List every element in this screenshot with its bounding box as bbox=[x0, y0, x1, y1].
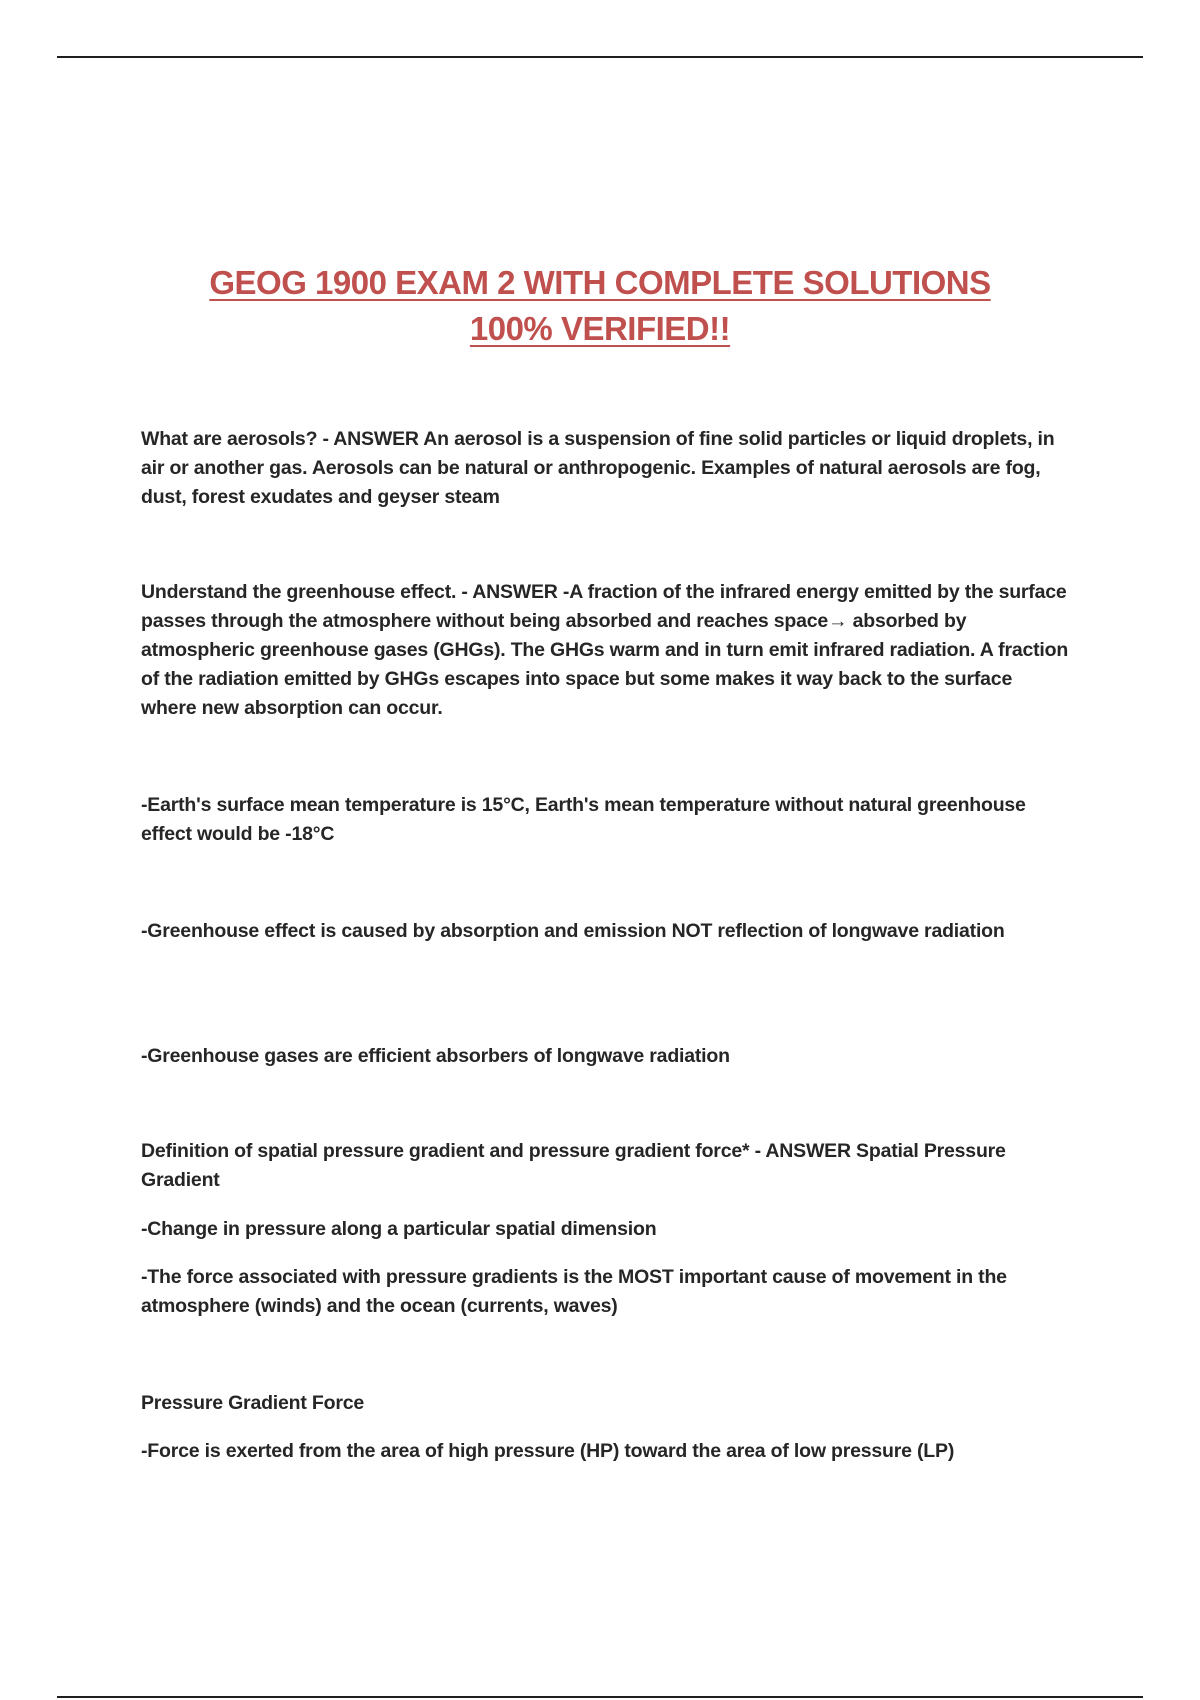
document-title bbox=[0, 260, 1200, 352]
bottom-rule bbox=[57, 1696, 1143, 1698]
title-line-1: GEOG 1900 EXAM 2 WITH COMPLETE SOLUTIONS bbox=[209, 264, 991, 301]
paragraph-absorption-emission: -Greenhouse effect is caused by absorption and emission NOT reflection of longwave radiation bbox=[141, 920, 1005, 942]
paragraph-force-direction: -Force is exerted from the area of high pressure (HP) toward the area of low pressure (LP) bbox=[141, 1440, 955, 1462]
paragraph-pressure-force-cause: -The force associated with pressure gradients is the MOST important cause of movement in the atmosphere (winds) and the ocean (currents, waves) bbox=[141, 1266, 1007, 1317]
top-rule bbox=[57, 56, 1143, 58]
title-line-2: 100% VERIFIED!! bbox=[469, 310, 731, 347]
paragraph-pgf-heading: Pressure Gradient Force bbox=[141, 1392, 364, 1414]
paragraph-change-in-pressure: -Change in pressure along a particular spatial dimension bbox=[141, 1218, 657, 1240]
paragraph-pressure-gradient-definition: Definition of spatial pressure gradient and pressure gradient force* - ANSWER Spatial Pressure Gradient bbox=[141, 1140, 1006, 1191]
paragraph-efficient-absorbers: -Greenhouse gases are efficient absorbers of longwave radiation bbox=[141, 1045, 730, 1067]
paragraph-greenhouse-effect: Understand the greenhouse effect. - ANSWER -A fraction of the infrared energy emitted by the surface passes through the atmosphere without being absorbed and reaches space→ absorbed by atmospheric greenhouse gases (GHGs). The GHGs warm and in turn emit infrared radiation. A fraction of the radiation emitted by GHGs escapes into space but some makes it way back to the surface where new absorption can occur. bbox=[141, 581, 1069, 719]
paragraph-mean-temperature: -Earth's surface mean temperature is 15°C, Earth's mean temperature without natural greenhouse effect would be -18°C bbox=[141, 794, 1026, 845]
paragraph-aerosols: What are aerosols? - ANSWER An aerosol is a suspension of fine solid particles or liquid droplets, in air or another gas. Aerosols can be natural or anthropogenic. Examples of natural aerosols are fog, dust, forest exudates and geyser steam bbox=[141, 428, 1055, 508]
